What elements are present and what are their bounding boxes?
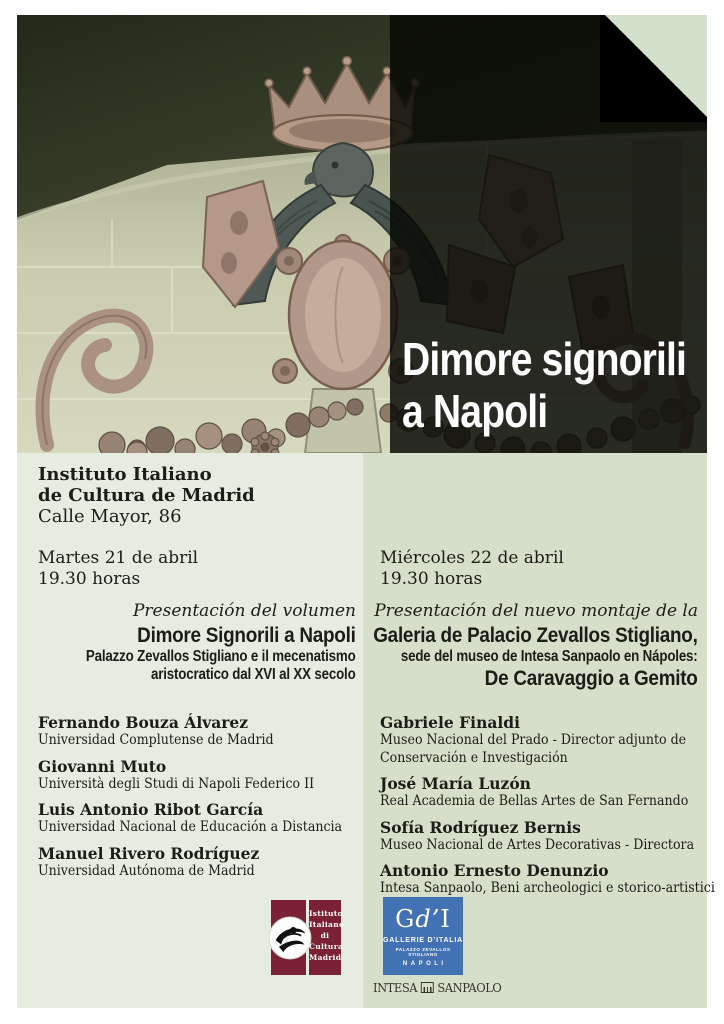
speaker-name: Luis Antonio Ribot García (38, 800, 264, 819)
gdi-monogram-i: I (440, 905, 451, 933)
event2-date-block (380, 548, 564, 590)
event1-presentation (42, 600, 356, 684)
speaker (380, 818, 724, 855)
info-section (17, 453, 715, 1008)
speaker (38, 757, 376, 794)
event1-speakers (38, 713, 376, 887)
iic-text-line: Italiano (309, 920, 345, 929)
intesa-word: INTESA (373, 980, 418, 995)
iic-text-line: Istituto (309, 909, 343, 918)
speaker (380, 713, 724, 767)
speaker-affiliation: Universidad Autónoma de Madrid (38, 862, 255, 879)
event1-kicker: Presentación del volumen (132, 601, 356, 621)
venue-name-line1: Instituto Italiano (38, 464, 212, 485)
speaker-name: Manuel Rivero Rodríguez (38, 843, 260, 863)
intesa-arch-icon (421, 982, 434, 993)
poster-title-line2: a Napoli (402, 385, 548, 437)
event1-date-block (38, 548, 198, 590)
header-photo (17, 15, 707, 453)
event2-subtitle: sede del museo de Intesa Sanpaolo en Nápoles: (401, 648, 698, 665)
right-column (363, 453, 715, 1008)
speaker (38, 800, 376, 837)
iic-globe-emblem-icon (268, 916, 312, 960)
gdi-palazzo: PALAZZO ZEVALLOS STIGLIANO (395, 947, 451, 957)
speaker-affiliation: Universidad Nacional de Educación a Distancia (38, 819, 343, 835)
speaker-name: Sofía Rodríguez Bernis (380, 817, 581, 837)
speaker-affiliation: Intesa Sanpaolo, Beni archeologici e storico-artistici (380, 880, 715, 896)
gdi-monogram-g: G (395, 905, 416, 933)
iic-logo (271, 900, 345, 975)
intesa-sanpaolo-logo (373, 980, 501, 995)
speaker (38, 713, 376, 750)
event1-date: Martes 21 de abril (38, 548, 199, 568)
speaker-affiliation: Museo Nacional del Prado - Director adjunto de (380, 732, 687, 748)
speaker (380, 861, 724, 898)
event2-kicker: Presentación del nuevo montaje de la (374, 601, 698, 621)
speaker-affiliation: Universidad Complutense de Madrid (38, 732, 274, 748)
iic-text-line: Cultura (309, 942, 344, 951)
poster-title (402, 333, 686, 437)
event2-title2: De Caravaggio a Gemito (485, 666, 698, 690)
venue-address: Calle Mayor, 86 (38, 506, 182, 527)
poster-title-line1: Dimore signorili (402, 333, 687, 385)
iic-text-line: di (320, 931, 330, 940)
folded-corner (600, 15, 707, 122)
gdi-monogram (383, 897, 463, 932)
iic-logo-text (309, 908, 345, 963)
speaker-name: Giovanni Muto (38, 756, 167, 776)
event2-presentation (329, 600, 698, 691)
speaker (380, 774, 724, 811)
event1-subtitle-line2: aristocratico dal XVI al XX secolo (151, 666, 356, 683)
speaker-name: José María Luzón (380, 774, 531, 793)
gdi-logo (383, 897, 463, 975)
speaker-name: Antonio Ernesto Denunzio (380, 861, 609, 880)
iic-text-line: Madrid (309, 953, 342, 962)
venue-name-line2: de Cultura de Madrid (38, 485, 255, 506)
speaker (38, 844, 376, 881)
speaker-affiliation-line2: Conservación e Investigación (380, 749, 568, 766)
sanpaolo-word: SANPAOLO (437, 980, 502, 995)
event2-time: 19.30 horas (380, 569, 483, 589)
gdi-monogram-d: d’ (415, 905, 441, 933)
event1-subtitle-line1: Palazzo Zevallos Stigliano e il mecenatismo (86, 648, 356, 665)
speaker-affiliation: Museo Nacional de Artes Decorativas - Directora (380, 836, 695, 853)
event1-time: 19.30 horas (38, 569, 141, 589)
event2-date: Miércoles 22 de abril (380, 548, 564, 568)
speaker-affiliation: Real Academia de Bellas Artes de San Fernando (380, 793, 689, 809)
gdi-city: NAPOLI (402, 961, 447, 967)
speaker-affiliation: Università degli Studi di Napoli Federico II (38, 775, 315, 792)
venue-block (38, 464, 255, 527)
event2-title: Galeria de Palacio Zevallos Stigliano, (373, 623, 698, 647)
event1-title: Dimore Signorili a Napoli (137, 623, 356, 647)
speaker-name: Fernando Bouza Álvarez (38, 713, 249, 732)
left-column (17, 453, 363, 1008)
speaker-name: Gabriele Finaldi (380, 713, 520, 732)
gdi-name: GALLERIE D’ITALIA (383, 937, 463, 944)
event2-speakers (380, 713, 724, 905)
